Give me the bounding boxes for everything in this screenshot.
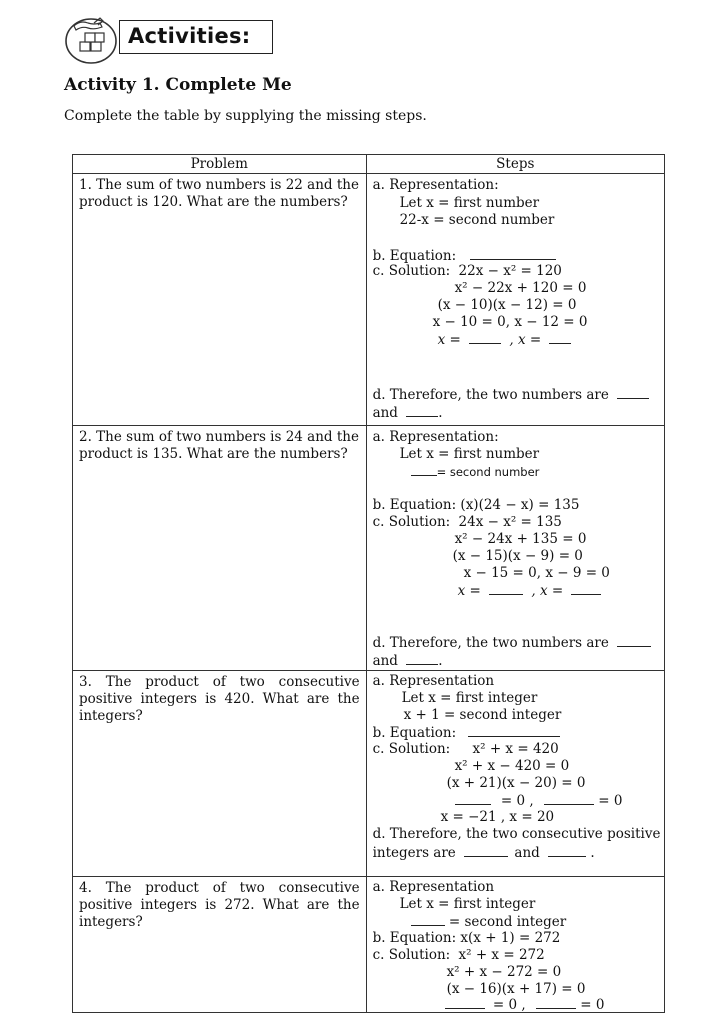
step-4-let2-line	[411, 913, 567, 931]
step-2-d1: d. Therefore, the two numbers are	[372, 635, 609, 651]
answer-blank[interactable]	[445, 996, 485, 1009]
problem-1-text: 1. The sum of two numbers is 22 and the product is 120. What are the numbers?	[79, 177, 359, 210]
step-2-c	[373, 514, 562, 531]
step-1-s2: x² − 22x + 120 = 0	[454, 280, 587, 296]
step-3-let1: Let x = first integer	[401, 690, 538, 706]
answer-blank[interactable]	[455, 792, 491, 805]
step-3-d1: d. Therefore, the two consecutive positive	[372, 826, 661, 842]
step-2-let2-line	[411, 463, 540, 481]
step-3-s5: x = −21 , x = 20	[440, 809, 555, 825]
step-3-s4-line	[455, 792, 623, 810]
answer-blank[interactable]	[411, 913, 445, 926]
step-2-let1: Let x = first number	[399, 446, 540, 462]
step-3-s4b: = 0	[598, 793, 623, 809]
step-4-s4a: = 0 ,	[492, 997, 526, 1013]
step-1-s1: 22x − x² = 120	[458, 263, 562, 279]
step-3-d3: and	[514, 845, 540, 861]
step-1-b: b. Equation:	[372, 248, 457, 264]
step-2-d2: and	[372, 653, 398, 669]
step-3-c	[373, 741, 559, 758]
steps-1	[366, 174, 664, 426]
activities-label: Activities:	[119, 20, 273, 54]
header-steps: Steps	[366, 155, 664, 174]
answer-blank[interactable]	[571, 582, 601, 595]
step-3-s2: x² + x − 420 = 0	[454, 758, 570, 774]
step-2-s4: x − 15 = 0, x − 9 = 0	[463, 565, 610, 581]
step-1-d2: and	[372, 405, 398, 421]
step-4-c-label: c. Solution:	[372, 947, 451, 963]
activity-instruction: Complete the table by supplying the missing steps.	[64, 108, 427, 124]
step-3-a: a. Representation	[372, 673, 495, 689]
problems-table	[72, 154, 665, 1013]
answer-blank[interactable]	[469, 331, 501, 344]
step-3-d2: integers are	[372, 845, 456, 861]
building-blocks-icon	[64, 12, 118, 66]
step-4-s3: (x − 16)(x + 17) = 0	[446, 981, 586, 997]
problem-4-text: 4. The product of two consecutive positive integers is 272. What are the integers?	[79, 880, 360, 930]
step-4-s1: x² + x = 272	[458, 947, 545, 963]
step-2-x1: x =	[457, 583, 481, 599]
step-4-b: b. Equation: x(x + 1) = 272	[372, 930, 561, 946]
step-2-x-line	[458, 582, 602, 600]
step-4-c	[373, 947, 545, 964]
steps-4	[366, 877, 664, 1013]
step-4-s4b: = 0	[580, 997, 605, 1013]
step-2-b: b. Equation: (x)(24 − x) = 135	[372, 497, 580, 513]
step-3-b: b. Equation:	[372, 725, 457, 741]
problem-2-text: 2. The sum of two numbers is 24 and the product is 135. What are the numbers?	[79, 429, 359, 462]
step-3-d-line2: integers are and .	[372, 845, 595, 861]
step-2-let2: = second number	[436, 465, 540, 479]
answer-blank[interactable]	[468, 724, 560, 737]
activity-title: Activity 1. Complete Me	[64, 75, 292, 95]
answer-blank[interactable]	[464, 844, 508, 857]
table-row	[73, 671, 665, 877]
step-1-s3: (x − 10)(x − 12) = 0	[437, 297, 577, 313]
step-2-d-line	[373, 634, 652, 652]
step-1-x2: , x =	[509, 332, 542, 348]
step-3-s1: x² + x = 420	[472, 741, 559, 757]
step-1-d1: d. Therefore, the two numbers are	[372, 387, 609, 403]
answer-blank[interactable]	[406, 652, 438, 665]
answer-blank[interactable]	[536, 996, 576, 1009]
step-2-d-line2: and .	[372, 653, 443, 669]
header-problem: Problem	[73, 155, 367, 174]
table-row	[73, 426, 665, 671]
step-2-x2: , x =	[531, 583, 564, 599]
step-2-a: a. Representation:	[372, 429, 499, 445]
step-4-let1: Let x = first integer	[399, 896, 536, 912]
answer-blank[interactable]	[548, 844, 586, 857]
answer-blank[interactable]	[470, 247, 556, 260]
steps-3	[366, 671, 664, 877]
step-3-s3: (x + 21)(x − 20) = 0	[446, 775, 586, 791]
step-1-c	[373, 263, 562, 280]
table-row	[73, 877, 665, 1013]
step-1-let2: 22-x = second number	[399, 212, 555, 228]
answer-blank[interactable]	[489, 582, 523, 595]
step-4-let2: = second integer	[448, 914, 567, 930]
step-1-d-line	[373, 386, 650, 404]
step-4-s2: x² + x − 272 = 0	[446, 964, 562, 980]
step-3-s4a: = 0 ,	[500, 793, 534, 809]
step-3-let2: x + 1 = second integer	[403, 707, 562, 723]
table-row	[73, 174, 665, 426]
step-2-c-label: c. Solution:	[372, 514, 451, 530]
answer-blank[interactable]	[411, 463, 437, 476]
step-4-a: a. Representation	[372, 879, 495, 895]
step-2-s2: x² − 24x + 135 = 0	[454, 531, 587, 547]
problem-3-text: 3. The product of two consecutive positive integers is 420. What are the integers?	[79, 674, 360, 724]
step-1-d-line2: and .	[372, 405, 443, 421]
answer-blank[interactable]	[406, 404, 438, 417]
step-3-b-line	[373, 724, 561, 742]
answer-blank[interactable]	[617, 386, 649, 399]
step-1-x1: x =	[437, 332, 461, 348]
step-1-x-line	[438, 331, 572, 349]
table-header-row	[73, 155, 665, 174]
step-1-c-label: c. Solution:	[372, 263, 451, 279]
answer-blank[interactable]	[617, 634, 651, 647]
step-1-let1: Let x = first number	[399, 195, 540, 211]
step-1-a: a. Representation:	[372, 177, 499, 193]
step-1-s4: x − 10 = 0, x − 12 = 0	[432, 314, 588, 330]
steps-2	[366, 426, 664, 671]
answer-blank[interactable]	[544, 792, 594, 805]
step-2-s3: (x − 15)(x − 9) = 0	[452, 548, 583, 564]
step-4-s4-line	[445, 996, 605, 1014]
step-2-s1: 24x − x² = 135	[458, 514, 562, 530]
step-3-c-label: c. Solution:	[372, 741, 451, 757]
answer-blank[interactable]	[549, 331, 571, 344]
